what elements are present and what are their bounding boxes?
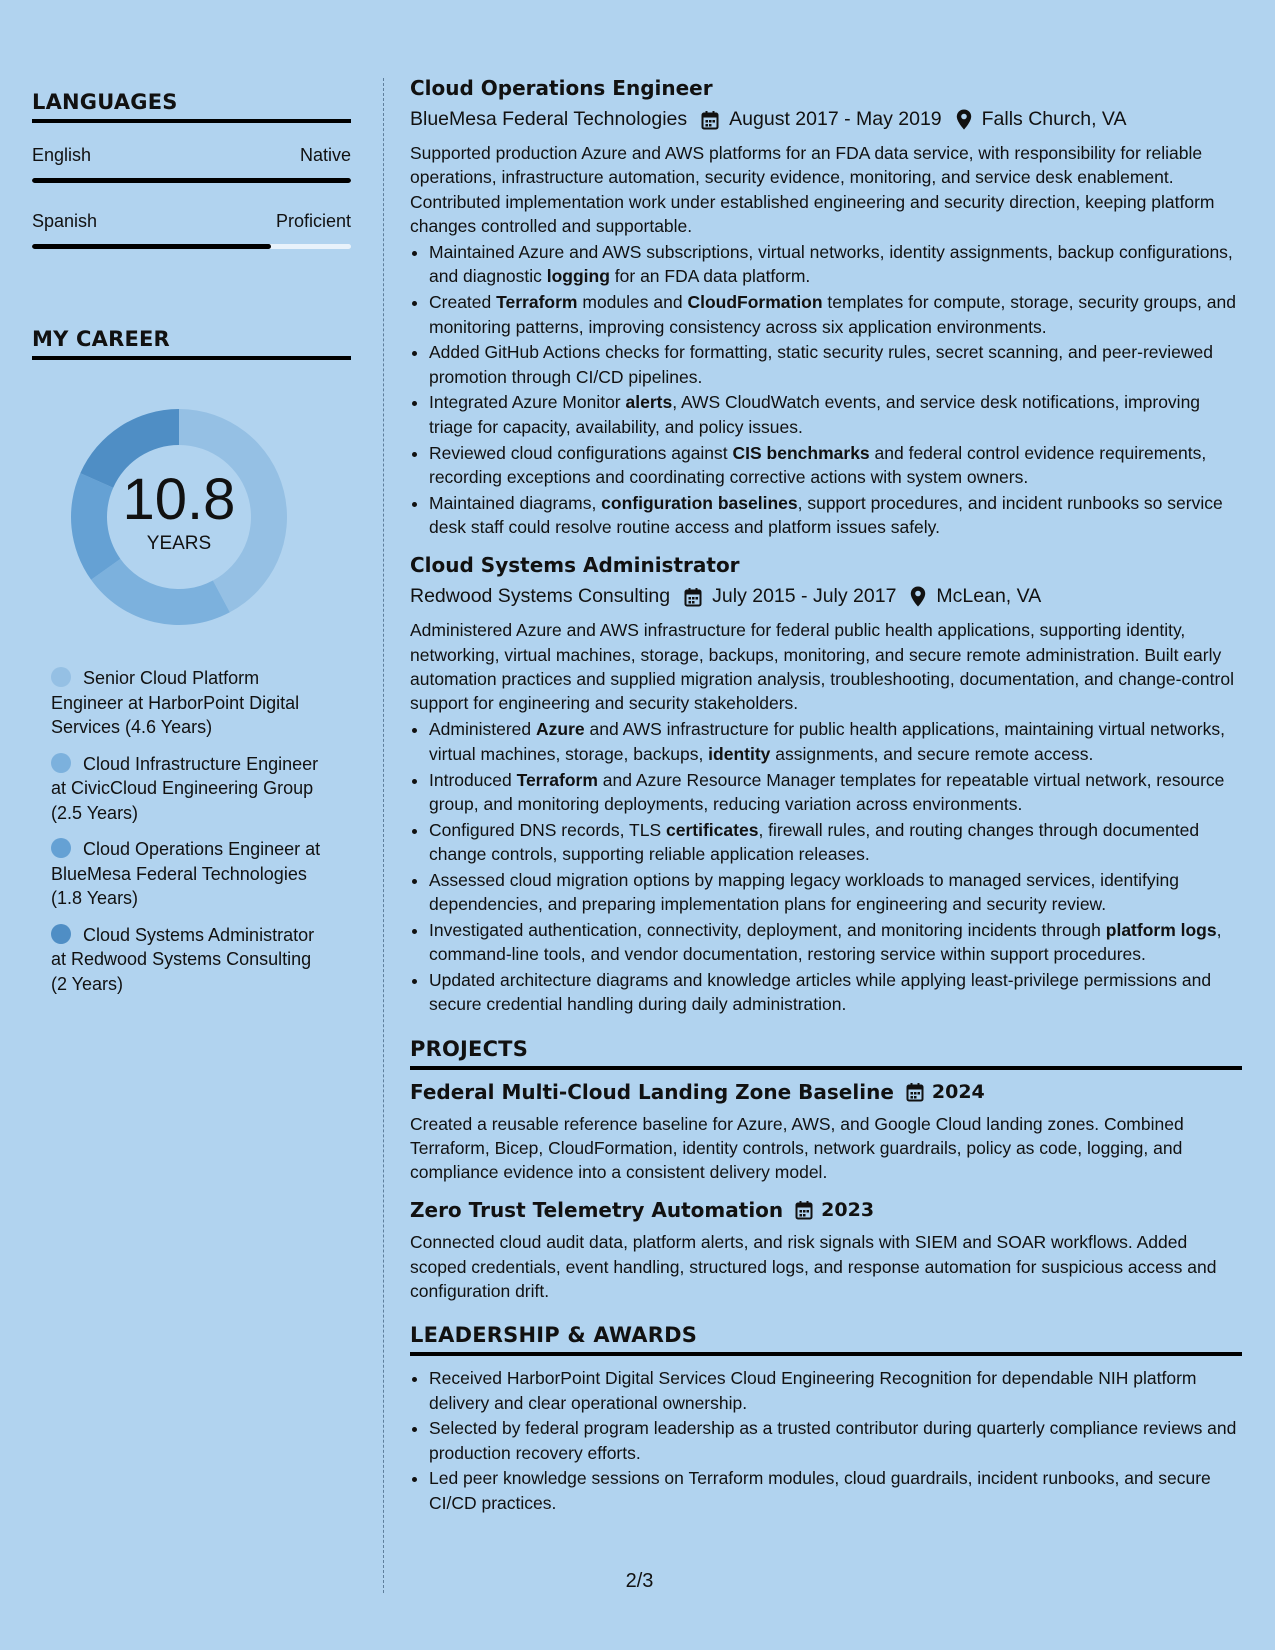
project-header <box>410 1080 1242 1104</box>
job-bullet <box>429 491 1242 540</box>
awards-list <box>410 1366 1242 1515</box>
bullet-text: Administered <box>429 719 536 740</box>
languages-section <box>32 90 351 249</box>
bullet-keyword: Terraform <box>516 769 598 790</box>
award-item: • Led peer knowledge sessions on Terraform modules, cloud guardrails, incident runbooks, and secure CI/CD practices. <box>429 1466 1242 1515</box>
career-legend-item <box>51 752 321 826</box>
awards-section <box>410 1323 1242 1515</box>
projects-list <box>410 1080 1242 1304</box>
bullet-text: and Azure Resource Manager templates for repeatable virtual network, resource group, and monitoring deployments, reducing variation across environments. <box>429 769 1225 814</box>
job-bullet <box>429 768 1242 817</box>
awards-heading: LEADERSHIP & AWARDS <box>410 1323 1242 1356</box>
bullet-keyword: platform logs <box>1105 919 1217 940</box>
bullet-text: and federal control evidence requirements, recording exceptions and coordinating corrective actions with system owners. <box>429 442 1207 487</box>
career-total-years: 10.8 <box>122 467 236 532</box>
project-name: Zero Trust Telemetry Automation <box>410 1198 784 1223</box>
bullet-text: , AWS CloudWatch events, and service desk notifications, improving triage for capacity, availability, and policy issues. <box>429 392 1201 437</box>
project-year: 2024 <box>931 1080 985 1103</box>
job-summary: Administered Azure and AWS infrastructure for federal public health applications, supporting identity, networking, virtual machines, storage, backups, monitoring, and secure remote administration. Built early automation practices and supplied migration analysis, troubleshooting, documentation, and change-control support for engineering and security stakeholders. <box>410 620 1234 714</box>
job-bullet <box>429 818 1242 867</box>
job-location: McLean, VA <box>936 585 1042 608</box>
job-bullet <box>429 717 1242 766</box>
bullet-keyword: Terraform <box>496 292 578 313</box>
bullet-text: Investigated authentication, connectivity, deployment, and monitoring incidents through <box>429 919 1106 940</box>
award-item: • Received HarborPoint Digital Services Cloud Engineering Recognition for dependable NIH platform delivery and clear operational ownership. <box>429 1366 1242 1415</box>
bullet-text: Updated architecture diagrams and knowledge articles while applying least-privilege permissions and secure credential handling during daily administration. <box>429 969 1212 1015</box>
project-description: Created a reusable reference baseline for Azure, AWS, and Google Cloud landing zones. Combined Terraform, Bicep, CloudFormation, identity controls, network guardrails, policy as code, logging, and compliance evidence into a consistent delivery model. <box>410 1113 1184 1183</box>
language-name: English <box>32 145 92 165</box>
career-section <box>32 327 351 996</box>
project-entry <box>410 1080 1242 1185</box>
bullet-text: Reviewed cloud configurations against <box>429 442 733 463</box>
job-bullet <box>429 340 1242 389</box>
legend-dot-icon <box>51 753 71 773</box>
main-content <box>410 76 1242 1517</box>
job-dates: July 2015 - July 2017 <box>712 585 897 608</box>
bullet-keyword: CIS benchmarks <box>732 442 870 463</box>
language-spanish <box>32 211 351 249</box>
job-entry <box>410 76 1242 539</box>
bullet-keyword: CloudFormation <box>687 292 823 313</box>
career-legend-label: Cloud Operations Engineer at BlueMesa Federal Technologies (1.8 Years) <box>51 839 321 908</box>
career-years-unit: YEARS <box>146 533 212 554</box>
career-legend-item <box>51 923 321 997</box>
column-divider <box>383 78 384 1593</box>
project-year: 2023 <box>821 1199 875 1222</box>
job-bullet <box>429 240 1242 289</box>
career-donut-chart <box>66 404 292 630</box>
bullet-text: Maintained diagrams, <box>429 492 602 513</box>
projects-section <box>410 1037 1242 1304</box>
career-legend-label: Cloud Systems Administrator at Redwood Systems Consulting (2 Years) <box>51 924 315 994</box>
language-bar-fill <box>32 178 351 183</box>
bullet-keyword: configuration baselines <box>601 492 798 513</box>
languages-heading: LANGUAGES <box>32 90 351 123</box>
job-summary: Supported production Azure and AWS platforms for an FDA data service, with responsibility for reliable operations, infrastructure automation, security evidence, monitoring, and service desk enablement. Contributed implementation work under established engineering and security direction, keeping platform changes controlled and supportable. <box>410 143 1215 236</box>
job-dates: August 2017 - May 2019 <box>729 108 942 130</box>
project-description: Connected cloud audit data, platform alerts, and risk signals with SIEM and SOAR workflows. Added scoped credentials, event handling, structured logs, and response automation for suspicious access and configuration drift. <box>410 1232 1217 1301</box>
project-header <box>410 1198 1242 1222</box>
job-bullet <box>429 968 1242 1017</box>
experience-list <box>410 76 1242 1017</box>
language-name: Spanish <box>32 211 98 231</box>
language-level: Proficient <box>275 211 351 231</box>
bullet-text: , support procedures, and incident runbooks so service desk staff could resolve routine access and platform issues safely. <box>429 492 1223 537</box>
calendar-icon <box>684 587 702 607</box>
bullet-text: assignments, and secure remote access. <box>770 743 1094 764</box>
job-title: Cloud Systems Administrator <box>410 553 740 578</box>
bullet-text: Assessed cloud migration options by mapping legacy workloads to managed services, identifying dependencies, and preparing implementation plans for engineering and security review. <box>429 869 1179 915</box>
career-legend <box>51 666 321 996</box>
job-bullet <box>429 918 1242 967</box>
bullet-text: Created <box>429 292 497 313</box>
language-bar <box>32 244 351 249</box>
bullet-text: templates for compute, storage, security groups, and monitoring patterns, improving consistency across six application environments. <box>429 292 1236 337</box>
page-number-text: 2/3 <box>625 1570 654 1592</box>
calendar-icon <box>906 1082 924 1102</box>
location-pin-icon <box>956 109 972 130</box>
bullet-text: , firewall rules, and routing changes through documented change controls, supporting reliable application releases. <box>429 819 1200 864</box>
bullet-text: Configured DNS records, TLS <box>429 819 667 840</box>
location-pin-icon <box>910 586 926 607</box>
job-meta <box>410 108 1242 131</box>
calendar-icon <box>795 1200 813 1220</box>
sidebar <box>32 90 351 1008</box>
bullet-keyword: logging <box>546 266 610 287</box>
bullet-keyword: identity <box>708 743 771 764</box>
bullet-text: Introduced <box>429 769 517 790</box>
language-bar <box>32 178 351 183</box>
career-legend-item <box>51 666 321 740</box>
language-level: Native <box>299 145 351 165</box>
job-bullets <box>410 240 1242 539</box>
job-bullet <box>429 868 1242 917</box>
award-item: • Selected by federal program leadership as a trusted contributor during quarterly compliance reviews and production recovery efforts. <box>429 1416 1242 1465</box>
job-bullets <box>410 717 1242 1016</box>
job-bullet <box>429 441 1242 490</box>
bullet-text: for an FDA data platform. <box>609 266 811 287</box>
legend-dot-icon <box>51 838 71 858</box>
language-bar-fill <box>32 244 271 249</box>
job-entry <box>410 553 1242 1016</box>
language-english <box>32 145 351 183</box>
bullet-text: and AWS infrastructure for public health applications, maintaining virtual networks, virtual machines, storage, backups, <box>429 719 1225 764</box>
bullet-text: Integrated Azure Monitor <box>429 392 626 413</box>
bullet-text: modules and <box>577 292 688 313</box>
project-entry <box>410 1198 1242 1303</box>
page-number <box>0 1570 1275 1593</box>
career-heading: MY CAREER <box>32 327 351 360</box>
company-name: Redwood Systems Consulting <box>410 585 671 608</box>
job-bullet <box>429 290 1242 339</box>
career-legend-label: Senior Cloud Platform Engineer at HarborPoint Digital Services (4.6 Years) <box>51 668 300 737</box>
company-name: BlueMesa Federal Technologies <box>410 108 688 130</box>
legend-dot-icon <box>51 667 71 687</box>
bullet-keyword: certificates <box>666 819 759 840</box>
job-meta <box>410 585 1242 608</box>
bullet-text: Maintained Azure and AWS subscriptions, virtual networks, identity assignments, backup configurations, and diagnostic <box>429 242 1233 287</box>
legend-dot-icon <box>51 924 71 944</box>
projects-heading: PROJECTS <box>410 1037 1242 1070</box>
bullet-text: , command-line tools, and vendor documentation, restoring service within support procedures. <box>429 919 1222 965</box>
bullet-keyword: Azure <box>536 719 585 740</box>
job-location: Falls Church, VA <box>981 108 1127 130</box>
career-legend-item <box>51 837 321 911</box>
job-bullet <box>429 390 1242 439</box>
calendar-icon <box>701 110 719 130</box>
bullet-text: Added GitHub Actions checks for formatting, static security rules, secret scanning, and peer-reviewed promotion through CI/CD pipelines. <box>429 342 1213 387</box>
bullet-keyword: alerts <box>625 392 673 413</box>
career-legend-label: Cloud Infrastructure Engineer at CivicCloud Engineering Group (2.5 Years) <box>51 753 319 823</box>
project-name: Federal Multi-Cloud Landing Zone Baseline <box>410 1079 894 1104</box>
job-title: Cloud Operations Engineer <box>410 76 713 100</box>
